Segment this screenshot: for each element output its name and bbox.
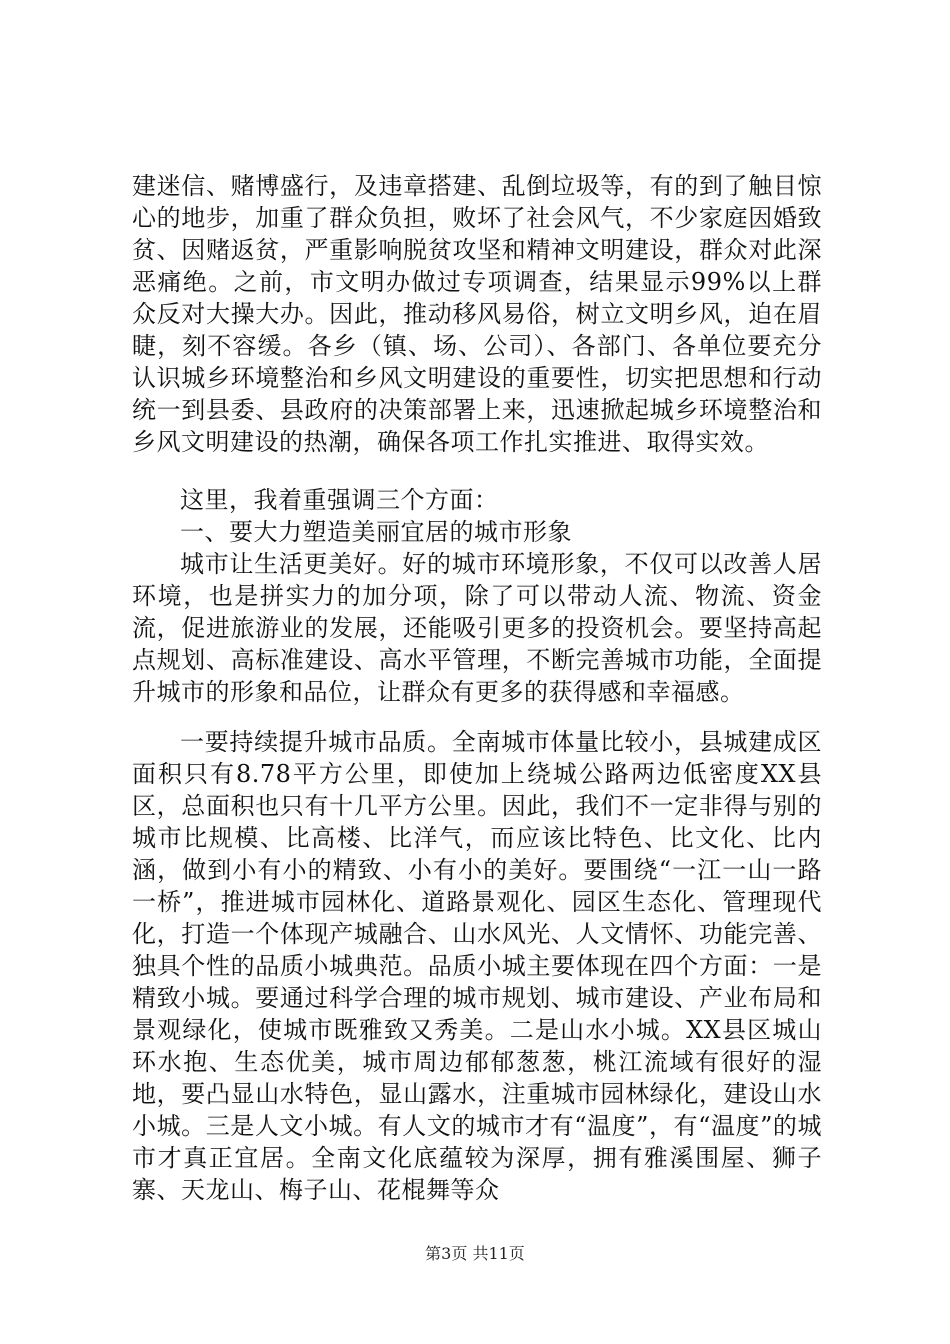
paragraph-intro: 建迷信、赌博盛行，及违章搭建、乱倒垃圾等，有的到了触目惊心的地步，加重了群众负担，败坏了社会风气，不少家庭因婚致贫、因赌返贫，严重影响脱贫攻坚和精神文明建设，群众对此深恶痛绝。之前，市文明办做过专项调查，结果显示99%以上群众反对大操大办。因此，推动移风易俗，树立文明乡风，迫在眉睫，刻不容缓。各乡（镇、场、公司）、各部门、各单位要充分认识城乡环境整治和乡风文明建设的重要性，切实把思想和行动统一到县委、县政府的决策部署上来，迅速掀起城乡环境整治和乡风文明建设的热潮，确保各项工作扎实推进、取得实效。: [132, 172, 822, 456]
page-number-label: 第3页 共11页: [425, 1244, 525, 1263]
paragraph-city-image: 城市让生活更美好。好的城市环境形象，不仅可以改善人居环境，也是拼实力的加分项，除了可以带动人流、物流、资金流，促进旅游业的发展，还能吸引更多的投资机会。要坚持高起点规划、高标准建设、高水平管理，不断完善城市功能，全面提升城市的形象和品位，让群众有更多的获得感和幸福感。: [132, 550, 822, 706]
section-heading-1: 一、要大力塑造美丽宜居的城市形象: [180, 518, 572, 546]
paragraph-city-quality: 一要持续提升城市品质。全南城市体量比较小，县城建成区面积只有8.78平方公里，即使加上绕城公路两边低密度XX县区，总面积也只有十几平方公里。因此，我们不一定非得与别的城市比规模、比高楼、比洋气，而应该比特色、比文化、比内涵，做到小有小的精致、小有小的美好。要围绕“一江一山一路一桥”，推进城市园林化、道路景观化、园区生态化、管理现代化，打造一个体现产城融合、山水风光、人文情怀、功能完善、独具个性的品质小城典范。品质小城主要体现在四个方面：一是精致小城。要通过科学合理的城市规划、城市建设、产业布局和景观绿化，使城市既雅致又秀美。二是山水小城。XX县区城山环水抱、生态优美，城市周边郁郁葱葱，桃江流域有很好的湿地，要凸显山水特色，显山露水，注重城市园林绿化，建设山水小城。三是人文小城。有人文的城市才有“温度”，有“温度”的城市才真正宜居。全南文化底蕴较为深厚，拥有雅溪围屋、狮子寨、天龙山、梅子山、花棍舞等众: [132, 728, 822, 1204]
page-footer: [0, 1244, 950, 1264]
paragraph-focus: 这里，我着重强调三个方面：: [180, 486, 499, 514]
